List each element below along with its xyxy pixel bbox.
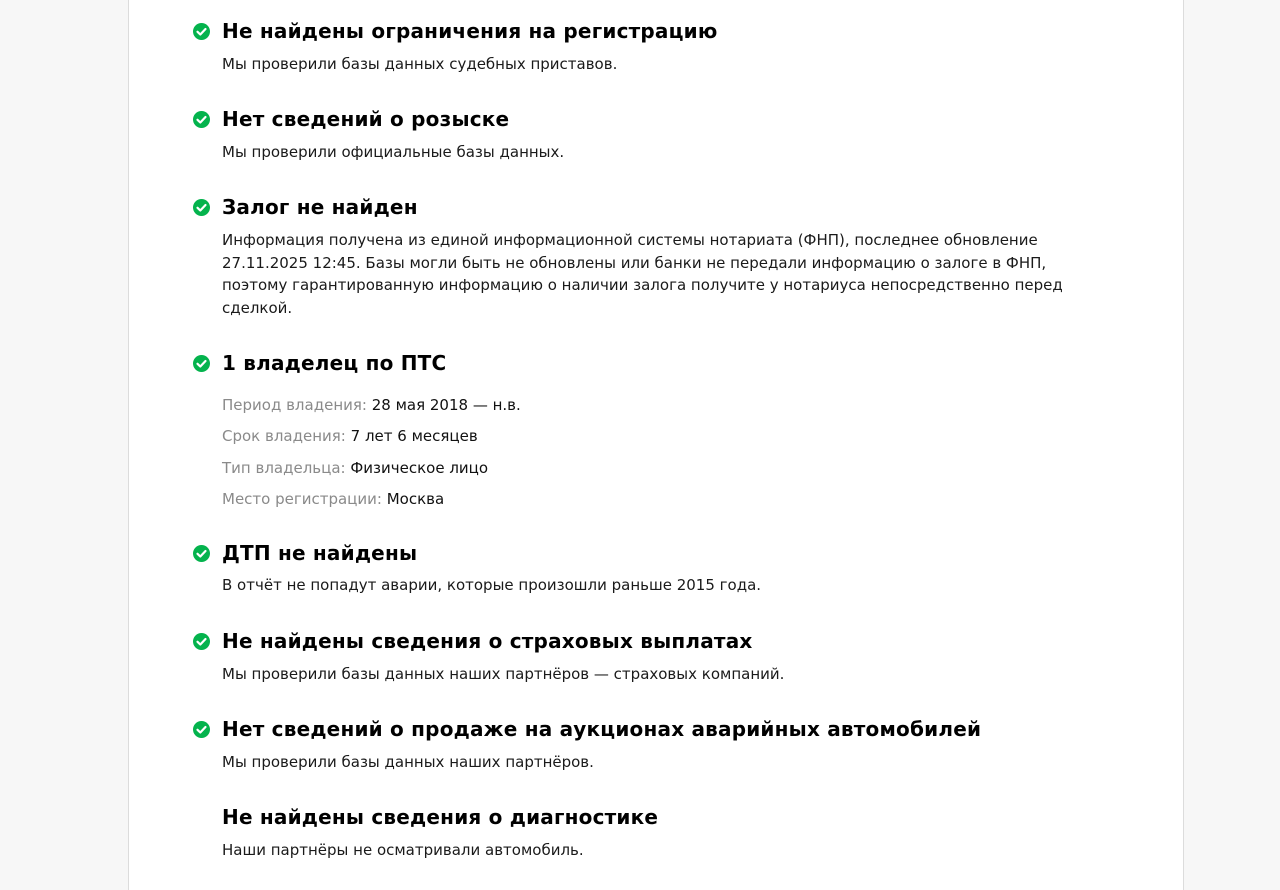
detail-label: Срок владения: [222,427,346,445]
section-title: Не найдены сведения о диагностике [222,805,659,829]
section-title: ДТП не найдены [222,541,418,565]
check-circle-icon [193,721,210,738]
section-description: Мы проверили официальные базы данных. [222,143,565,161]
section-description: Наши партнёры не осматривали автомобиль. [222,841,584,859]
section-description: Мы проверили базы данных наших партнёров — страховых компаний. [222,665,785,683]
section-title: Не найдены ограничения на регистрацию [222,19,718,43]
check-circle-icon [193,23,210,40]
detail-value: Москва [386,490,445,508]
registration-place-row [222,489,444,509]
check-circle-icon [193,545,210,562]
owner-type-row [222,458,488,478]
section-description: Мы проверили базы данных судебных приставов. [222,55,618,73]
section-title: Нет сведений о продаже на аукционах аварийных автомобилей [222,717,982,741]
check-circle-icon [193,111,210,128]
detail-value: 28 мая 2018 — н.в. [371,396,521,414]
check-circle-icon [193,199,210,216]
ownership-period-row [222,395,521,415]
section-title: 1 владелец по ПТС [222,351,447,375]
section-title: Нет сведений о розыске [222,107,510,131]
section-description: В отчёт не попадут аварии, которые произошли раньше 2015 года. [222,576,762,594]
check-circle-icon [193,633,210,650]
section-title: Не найдены сведения о страховых выплатах [222,629,753,653]
section-description: Информация получена из единой информационной системы нотариата (ФНП), последнее обновление 27.11.2025 12:45. Базы могли быть не обновлены или банки не передали информацию о залоге в ФНП, поэтому гарантированную информацию о наличии залога получите у нотариуса непосредственно перед сделкой. [222,231,1063,317]
detail-label: Тип владельца: [222,459,346,477]
detail-value: 7 лет 6 месяцев [350,427,478,445]
detail-value: Физическое лицо [350,459,489,477]
section-description: Мы проверили базы данных наших партнёров. [222,753,594,771]
section-title: Залог не найден [222,195,418,219]
check-circle-icon [193,355,210,372]
detail-label: Место регистрации: [222,490,382,508]
detail-label: Период владения: [222,396,367,414]
ownership-duration-row [222,426,478,446]
